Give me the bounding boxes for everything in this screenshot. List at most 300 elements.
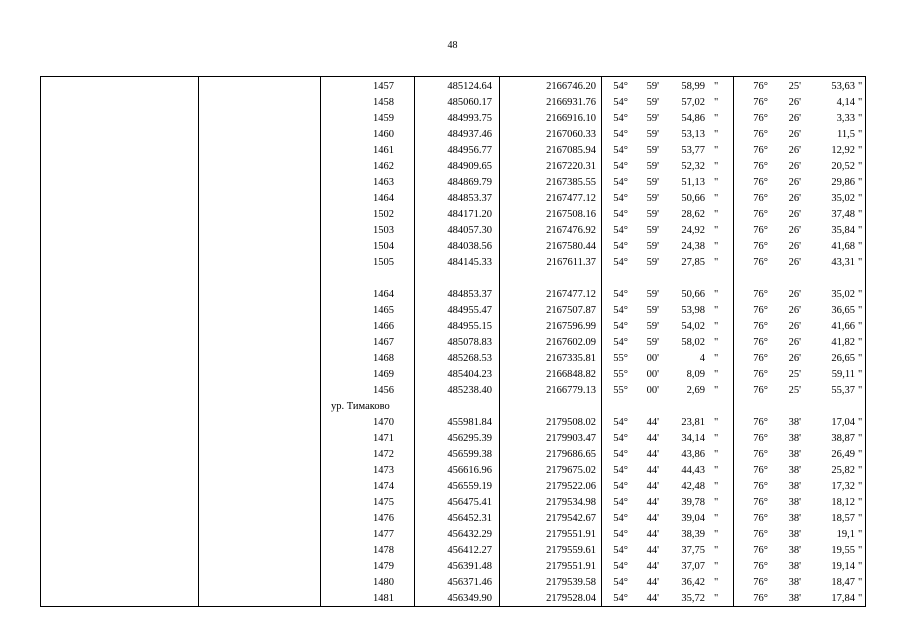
x-coordinate: 455981.84 [447,417,492,428]
x-coordinate: 456391.48 [447,561,492,572]
point-number: 1469 [373,369,394,380]
latitude-seconds: 53,77 [681,145,705,156]
point-number: 1504 [373,241,394,252]
longitude-degrees: 76° [753,449,768,460]
latitude-seconds-mark: " [714,177,719,188]
longitude-degrees: 76° [753,113,768,124]
latitude-minutes: 59' [646,225,659,236]
table-row [41,543,865,559]
longitude-seconds-mark: " [858,385,863,396]
longitude-degrees: 76° [753,369,768,380]
longitude-seconds: 18,57 [831,513,855,524]
latitude-seconds-mark: " [714,81,719,92]
longitude-seconds: 38,87 [831,433,855,444]
latitude-seconds: 51,13 [681,177,705,188]
latitude-minutes: 59' [646,113,659,124]
longitude-minutes: 26' [788,257,801,268]
table-row [41,527,865,543]
latitude-minutes: 44' [646,481,659,492]
longitude-seconds: 41,66 [831,321,855,332]
longitude-seconds-mark: " [858,177,863,188]
y-coordinate: 2167507.87 [546,305,596,316]
y-coordinate: 2167580.44 [546,241,596,252]
x-coordinate: 485238.40 [447,385,492,396]
point-number: 1465 [373,305,394,316]
table-row [41,95,865,111]
longitude-seconds-mark: " [858,577,863,588]
longitude-minutes: 26' [788,321,801,332]
longitude-seconds: 17,84 [831,593,855,604]
longitude-seconds: 55,37 [831,385,855,396]
y-coordinate: 2179534.98 [546,497,596,508]
table-row [41,431,865,447]
point-number: 1475 [373,497,394,508]
y-coordinate: 2179522.06 [546,481,596,492]
table-row [41,239,865,255]
longitude-minutes: 38' [788,545,801,556]
point-number: 1476 [373,513,394,524]
latitude-seconds: 38,39 [681,529,705,540]
latitude-minutes: 44' [646,577,659,588]
latitude-seconds: 50,66 [681,289,705,300]
table-body [41,79,865,607]
longitude-degrees: 76° [753,417,768,428]
longitude-degrees: 76° [753,209,768,220]
latitude-degrees: 54° [613,561,628,572]
section-name: ур. Тимаково [331,401,390,412]
longitude-minutes: 25' [788,385,801,396]
latitude-seconds-mark: " [714,193,719,204]
longitude-seconds-mark: " [858,81,863,92]
y-coordinate: 2167085.94 [546,145,596,156]
longitude-seconds-mark: " [858,161,863,172]
latitude-degrees: 54° [613,225,628,236]
longitude-seconds-mark: " [858,465,863,476]
longitude-minutes: 26' [788,97,801,108]
longitude-seconds: 4,14 [836,97,855,108]
latitude-seconds-mark: " [714,449,719,460]
longitude-seconds: 41,68 [831,241,855,252]
longitude-seconds-mark: " [858,241,863,252]
longitude-degrees: 76° [753,161,768,172]
table-row [41,111,865,127]
latitude-minutes: 59' [646,321,659,332]
longitude-minutes: 25' [788,81,801,92]
latitude-seconds-mark: " [714,225,719,236]
latitude-seconds: 53,98 [681,305,705,316]
longitude-seconds-mark: " [858,289,863,300]
latitude-seconds: 52,32 [681,161,705,172]
longitude-minutes: 26' [788,353,801,364]
latitude-minutes: 59' [646,145,659,156]
longitude-seconds-mark: " [858,225,863,236]
longitude-seconds-mark: " [858,337,863,348]
longitude-degrees: 76° [753,305,768,316]
longitude-seconds: 17,32 [831,481,855,492]
longitude-seconds: 19,1 [836,529,855,540]
longitude-seconds: 12,92 [831,145,855,156]
latitude-degrees: 54° [613,465,628,476]
longitude-degrees: 76° [753,561,768,572]
longitude-minutes: 26' [788,193,801,204]
latitude-seconds-mark: " [714,353,719,364]
longitude-minutes: 26' [788,241,801,252]
longitude-seconds-mark: " [858,481,863,492]
y-coordinate: 2166746.20 [546,81,596,92]
latitude-seconds: 42,48 [681,481,705,492]
latitude-minutes: 59' [646,97,659,108]
point-number: 1473 [373,465,394,476]
latitude-minutes: 59' [646,161,659,172]
x-coordinate: 484057.30 [447,225,492,236]
point-number: 1456 [373,385,394,396]
longitude-seconds-mark: " [858,545,863,556]
longitude-seconds: 43,31 [831,257,855,268]
x-coordinate: 456599.38 [447,449,492,460]
point-number: 1478 [373,545,394,556]
longitude-seconds: 35,02 [831,289,855,300]
latitude-seconds-mark: " [714,129,719,140]
latitude-seconds: 54,86 [681,113,705,124]
y-coordinate: 2179559.61 [546,545,596,556]
longitude-degrees: 76° [753,225,768,236]
latitude-minutes: 44' [646,561,659,572]
x-coordinate: 484993.75 [447,113,492,124]
point-number: 1503 [373,225,394,236]
latitude-degrees: 54° [613,97,628,108]
latitude-minutes: 44' [646,449,659,460]
longitude-degrees: 76° [753,145,768,156]
point-number: 1466 [373,321,394,332]
table-row [41,143,865,159]
latitude-degrees: 54° [613,81,628,92]
longitude-degrees: 76° [753,193,768,204]
y-coordinate: 2179903.47 [546,433,596,444]
y-coordinate: 2167385.55 [546,177,596,188]
longitude-degrees: 76° [753,97,768,108]
longitude-degrees: 76° [753,81,768,92]
point-number: 1479 [373,561,394,572]
point-number: 1477 [373,529,394,540]
longitude-seconds: 59,11 [831,369,855,380]
longitude-seconds: 19,14 [831,561,855,572]
x-coordinate: 456432.29 [447,529,492,540]
longitude-seconds: 37,48 [831,209,855,220]
latitude-seconds: 2,69 [686,385,705,396]
latitude-seconds-mark: " [714,209,719,220]
x-coordinate: 456475.41 [447,497,492,508]
latitude-seconds-mark: " [714,321,719,332]
table-row [41,175,865,191]
longitude-seconds-mark: " [858,145,863,156]
longitude-seconds: 35,84 [831,225,855,236]
y-coordinate: 2179542.67 [546,513,596,524]
latitude-seconds-mark: " [714,385,719,396]
point-number: 1468 [373,353,394,364]
longitude-degrees: 76° [753,577,768,588]
table-row [41,447,865,463]
latitude-seconds: 50,66 [681,193,705,204]
longitude-seconds-mark: " [858,529,863,540]
x-coordinate: 456295.39 [447,433,492,444]
latitude-degrees: 54° [613,145,628,156]
latitude-seconds-mark: " [714,337,719,348]
longitude-seconds: 18,47 [831,577,855,588]
table-row [41,367,865,383]
table-row [41,303,865,319]
longitude-minutes: 26' [788,225,801,236]
latitude-minutes: 44' [646,593,659,604]
latitude-seconds-mark: " [714,465,719,476]
point-number: 1470 [373,417,394,428]
table-row [41,191,865,207]
longitude-minutes: 38' [788,481,801,492]
point-number: 1472 [373,449,394,460]
table-row [41,463,865,479]
longitude-minutes: 26' [788,129,801,140]
latitude-minutes: 59' [646,177,659,188]
table-row [41,159,865,175]
point-number: 1463 [373,177,394,188]
coordinates-table [40,76,866,607]
table-row [41,351,865,367]
y-coordinate: 2179508.02 [546,417,596,428]
longitude-seconds: 19,55 [831,545,855,556]
latitude-degrees: 54° [613,305,628,316]
longitude-seconds-mark: " [858,561,863,572]
table-row [41,271,865,287]
x-coordinate: 484171.20 [447,209,492,220]
x-coordinate: 456616.96 [447,465,492,476]
y-coordinate: 2167335.81 [546,353,596,364]
latitude-seconds: 8,09 [686,369,705,380]
latitude-seconds-mark: " [714,369,719,380]
longitude-seconds-mark: " [858,113,863,124]
y-coordinate: 2167602.09 [546,337,596,348]
longitude-seconds-mark: " [858,321,863,332]
longitude-minutes: 26' [788,161,801,172]
longitude-seconds-mark: " [858,593,863,604]
point-number: 1471 [373,433,394,444]
latitude-minutes: 59' [646,289,659,300]
y-coordinate: 2166931.76 [546,97,596,108]
page-number: 48 [447,40,458,51]
longitude-seconds-mark: " [858,513,863,524]
longitude-seconds-mark: " [858,449,863,460]
longitude-minutes: 26' [788,177,801,188]
table-row [41,319,865,335]
longitude-degrees: 76° [753,497,768,508]
point-number: 1464 [373,193,394,204]
latitude-seconds: 23,81 [681,417,705,428]
latitude-degrees: 54° [613,113,628,124]
table-row [41,511,865,527]
y-coordinate: 2179686.65 [546,449,596,460]
latitude-seconds-mark: " [714,113,719,124]
latitude-degrees: 54° [613,513,628,524]
y-coordinate: 2167477.12 [546,289,596,300]
latitude-degrees: 54° [613,417,628,428]
latitude-degrees: 55° [613,385,628,396]
longitude-degrees: 76° [753,177,768,188]
y-coordinate: 2167476.92 [546,225,596,236]
latitude-seconds: 37,07 [681,561,705,572]
latitude-minutes: 59' [646,337,659,348]
latitude-seconds-mark: " [714,241,719,252]
longitude-minutes: 26' [788,113,801,124]
x-coordinate: 484955.47 [447,305,492,316]
latitude-seconds-mark: " [714,257,719,268]
point-number: 1459 [373,113,394,124]
latitude-seconds: 36,42 [681,577,705,588]
table-row [41,591,865,607]
latitude-seconds: 37,75 [681,545,705,556]
latitude-degrees: 54° [613,177,628,188]
latitude-seconds: 39,78 [681,497,705,508]
table-row [41,223,865,239]
latitude-degrees: 55° [613,369,628,380]
latitude-seconds-mark: " [714,161,719,172]
latitude-minutes: 44' [646,417,659,428]
latitude-minutes: 59' [646,257,659,268]
latitude-minutes: 59' [646,129,659,140]
longitude-minutes: 26' [788,337,801,348]
latitude-minutes: 00' [646,369,659,380]
y-coordinate: 2179551.91 [546,561,596,572]
longitude-seconds-mark: " [858,257,863,268]
x-coordinate: 485060.17 [447,97,492,108]
x-coordinate: 484937.46 [447,129,492,140]
latitude-minutes: 59' [646,305,659,316]
table-row [41,399,865,415]
latitude-degrees: 54° [613,257,628,268]
x-coordinate: 485078.83 [447,337,492,348]
y-coordinate: 2167508.16 [546,209,596,220]
table-row [41,479,865,495]
latitude-seconds: 53,13 [681,129,705,140]
latitude-minutes: 44' [646,433,659,444]
latitude-minutes: 00' [646,385,659,396]
x-coordinate: 485268.53 [447,353,492,364]
latitude-minutes: 44' [646,465,659,476]
longitude-seconds: 35,02 [831,193,855,204]
latitude-seconds-mark: " [714,97,719,108]
longitude-minutes: 38' [788,513,801,524]
longitude-seconds-mark: " [858,305,863,316]
latitude-seconds: 54,02 [681,321,705,332]
longitude-seconds-mark: " [858,193,863,204]
longitude-minutes: 26' [788,209,801,220]
latitude-minutes: 44' [646,497,659,508]
y-coordinate: 2167220.31 [546,161,596,172]
latitude-seconds: 24,92 [681,225,705,236]
longitude-minutes: 38' [788,465,801,476]
x-coordinate: 485404.23 [447,369,492,380]
longitude-degrees: 76° [753,257,768,268]
longitude-seconds: 11,5 [837,129,855,140]
table-row [41,575,865,591]
table-row [41,335,865,351]
longitude-degrees: 76° [753,289,768,300]
longitude-degrees: 76° [753,241,768,252]
longitude-degrees: 76° [753,433,768,444]
longitude-seconds: 25,82 [831,465,855,476]
y-coordinate: 2167060.33 [546,129,596,140]
x-coordinate: 484038.56 [447,241,492,252]
table-row [41,127,865,143]
x-coordinate: 484955.15 [447,321,492,332]
longitude-seconds-mark: " [858,369,863,380]
latitude-seconds-mark: " [714,513,719,524]
latitude-seconds: 4 [699,353,705,364]
point-number: 1461 [373,145,394,156]
x-coordinate: 485124.64 [447,81,492,92]
longitude-degrees: 76° [753,529,768,540]
latitude-degrees: 54° [613,241,628,252]
longitude-degrees: 76° [753,321,768,332]
point-number: 1505 [373,257,394,268]
latitude-seconds: 35,72 [681,593,705,604]
longitude-degrees: 76° [753,481,768,492]
longitude-seconds: 26,49 [831,449,855,460]
latitude-degrees: 54° [613,193,628,204]
y-coordinate: 2166848.82 [546,369,596,380]
x-coordinate: 484145.33 [447,257,492,268]
longitude-seconds: 17,04 [831,417,855,428]
latitude-seconds: 34,14 [681,433,705,444]
longitude-minutes: 38' [788,417,801,428]
latitude-minutes: 44' [646,529,659,540]
latitude-seconds-mark: " [714,305,719,316]
table-row [41,79,865,95]
longitude-seconds: 18,12 [831,497,855,508]
latitude-seconds-mark: " [714,593,719,604]
longitude-seconds-mark: " [858,353,863,364]
longitude-seconds: 3,33 [836,113,855,124]
longitude-degrees: 76° [753,545,768,556]
longitude-degrees: 76° [753,513,768,524]
latitude-degrees: 54° [613,321,628,332]
point-number: 1502 [373,209,394,220]
y-coordinate: 2167611.37 [546,257,596,268]
latitude-degrees: 54° [613,545,628,556]
x-coordinate: 484909.65 [447,161,492,172]
longitude-seconds: 29,86 [831,177,855,188]
latitude-seconds-mark: " [714,545,719,556]
x-coordinate: 456452.31 [447,513,492,524]
longitude-minutes: 38' [788,593,801,604]
latitude-degrees: 54° [613,577,628,588]
latitude-seconds-mark: " [714,289,719,300]
longitude-seconds: 53,63 [831,81,855,92]
longitude-minutes: 38' [788,529,801,540]
table-row [41,559,865,575]
point-number: 1460 [373,129,394,140]
latitude-seconds: 58,99 [681,81,705,92]
x-coordinate: 456349.90 [447,593,492,604]
latitude-seconds-mark: " [714,433,719,444]
longitude-degrees: 76° [753,353,768,364]
latitude-degrees: 54° [613,161,628,172]
y-coordinate: 2179539.58 [546,577,596,588]
longitude-seconds-mark: " [858,417,863,428]
x-coordinate: 484956.77 [447,145,492,156]
y-coordinate: 2179551.91 [546,529,596,540]
latitude-seconds-mark: " [714,497,719,508]
latitude-seconds-mark: " [714,481,719,492]
x-coordinate: 484853.37 [447,193,492,204]
longitude-degrees: 76° [753,385,768,396]
